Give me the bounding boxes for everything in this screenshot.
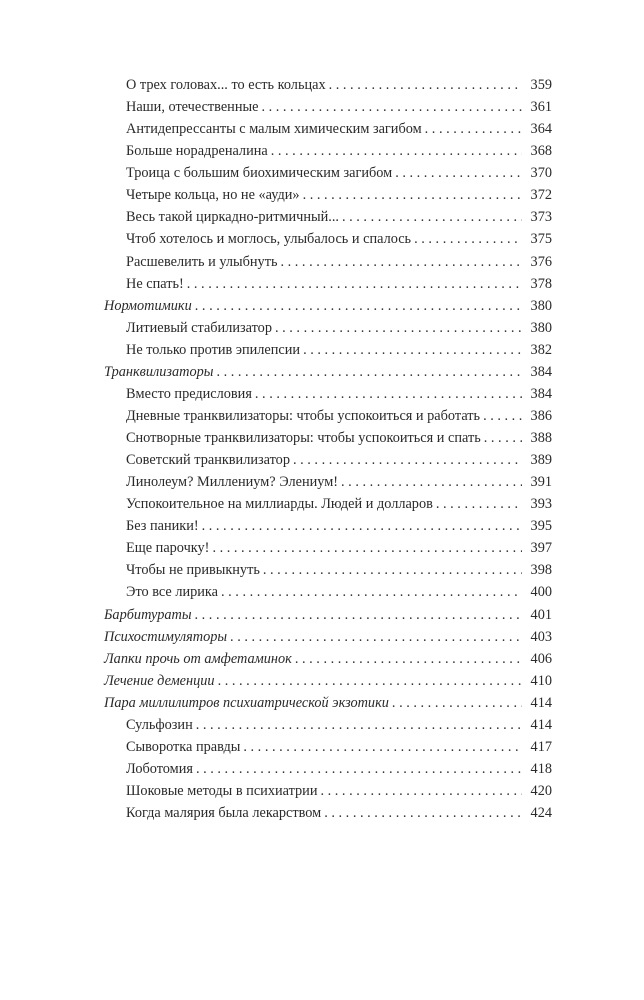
dot-leader	[342, 206, 522, 228]
toc-entry-page-number: 370	[530, 165, 552, 182]
toc-section-entry	[104, 780, 552, 802]
toc-entry-page-number: 368	[530, 143, 552, 160]
toc-section-entry	[104, 802, 552, 824]
toc-entry-title: Когда малярия была лекарством	[126, 805, 322, 822]
dot-leader	[221, 581, 522, 603]
dot-leader	[414, 228, 522, 250]
toc-chapter-entry	[104, 361, 552, 383]
toc-entry-title: Без паники!	[126, 518, 199, 535]
toc-chapter-entry	[104, 604, 552, 626]
toc-entry-page-number: 417	[530, 738, 552, 755]
toc-entry-title: Лечение деменции	[104, 672, 215, 689]
toc-section-entry	[104, 714, 552, 736]
dot-leader	[218, 670, 522, 692]
toc-entry-title: Нормотимики	[104, 297, 192, 314]
toc-entry-page-number: 410	[530, 672, 552, 689]
toc-entry-page-number: 397	[530, 540, 552, 557]
toc-section-entry	[104, 758, 552, 780]
toc-entry-title: Чтоб хотелось и моглось, улыбалось и спалось	[126, 231, 412, 248]
toc-entry-title: Транквилизаторы	[104, 363, 214, 380]
toc-section-entry	[104, 515, 552, 537]
toc-entry-page-number: 376	[530, 253, 552, 270]
dot-leader	[196, 714, 522, 736]
toc-section-entry	[104, 559, 552, 581]
dot-leader	[196, 758, 522, 780]
dot-leader	[216, 361, 522, 383]
toc-section-entry	[104, 317, 552, 339]
dot-leader	[195, 295, 522, 317]
toc-entry-page-number: 382	[530, 341, 552, 358]
toc-entry-page-number: 420	[530, 783, 552, 799]
toc-chapter-entry	[104, 670, 552, 692]
toc-entry-page-number: 373	[530, 209, 552, 226]
toc-entry-page-number: 403	[530, 628, 552, 645]
toc-entry-page-number: 378	[530, 275, 552, 292]
toc-section-entry	[104, 184, 552, 206]
dot-leader	[436, 493, 522, 515]
toc-entry-page-number: 380	[530, 319, 552, 336]
toc-entry-title: Еще парочку!	[126, 540, 210, 557]
dot-leader	[293, 449, 522, 471]
toc-entry-title: Линолеум? Миллениум? Элениум!	[126, 474, 339, 491]
dot-leader	[230, 626, 522, 648]
toc-entry-title: Антидепрессанты с малым химическим загибом	[126, 121, 422, 138]
dot-leader	[425, 118, 522, 140]
toc-entry-page-number: 418	[530, 760, 552, 777]
dot-leader	[212, 537, 522, 559]
toc-section-entry	[104, 537, 552, 559]
toc-entry-title: Троица с большим биохимическим загибом	[126, 165, 393, 182]
dot-leader	[303, 184, 522, 206]
table-of-contents	[104, 74, 552, 824]
toc-entry-title: Литиевый стабилизатор	[126, 319, 272, 336]
dot-leader	[202, 515, 522, 537]
toc-entry-title: Не спать!	[126, 275, 184, 292]
toc-section-entry	[104, 471, 552, 493]
toc-entry-page-number: 398	[530, 562, 552, 579]
toc-entry-page-number: 400	[530, 584, 552, 601]
toc-section-entry	[104, 383, 552, 405]
toc-entry-title: Дневные транквилизаторы: чтобы успокоиться и работать	[126, 407, 481, 424]
dot-leader	[303, 339, 522, 361]
toc-chapter-entry	[104, 648, 552, 670]
toc-entry-title: О трех головах... то есть кольцах	[126, 77, 326, 93]
dot-leader	[484, 427, 522, 449]
toc-entry-title: Пара миллилитров психиатрической экзотики	[104, 694, 389, 711]
dot-leader	[255, 383, 522, 405]
toc-section-entry	[104, 251, 552, 273]
toc-entry-title: Не только против эпилепсии	[126, 341, 301, 358]
dot-leader	[329, 74, 522, 96]
toc-entry-page-number: 372	[530, 187, 552, 204]
toc-entry-title: Лоботомия	[126, 760, 193, 777]
toc-entry-page-number: 361	[530, 99, 552, 116]
toc-entry-title: Это все лирика	[126, 584, 218, 601]
toc-section-entry	[104, 493, 552, 515]
toc-section-entry	[104, 581, 552, 603]
toc-entry-title: Четыре кольца, но не «ауди»	[126, 187, 300, 204]
toc-entry-page-number: 364	[530, 121, 552, 138]
dot-leader	[275, 317, 522, 339]
dot-leader	[392, 692, 522, 714]
dot-leader	[261, 96, 522, 118]
dot-leader	[263, 559, 522, 581]
toc-entry-title: Наши, отечественные	[126, 99, 259, 116]
toc-entry-page-number: 359	[530, 77, 552, 93]
toc-entry-page-number: 395	[530, 518, 552, 535]
toc-entry-page-number: 384	[530, 363, 552, 380]
toc-section-entry	[104, 96, 552, 118]
toc-entry-page-number: 393	[530, 496, 552, 513]
toc-entry-page-number: 384	[530, 385, 552, 402]
toc-section-entry	[104, 339, 552, 361]
toc-section-entry	[104, 405, 552, 427]
dot-leader	[243, 736, 522, 758]
toc-chapter-entry	[104, 626, 552, 648]
toc-entry-title: Вместо предисловия	[126, 385, 252, 402]
dot-leader	[271, 140, 522, 162]
toc-chapter-entry	[104, 295, 552, 317]
dot-leader	[320, 780, 522, 802]
toc-entry-title: Успокоительное на миллиарды. Людей и долларов	[126, 496, 433, 513]
dot-leader	[187, 273, 522, 295]
dot-leader	[395, 162, 522, 184]
toc-entry-page-number: 386	[530, 407, 552, 424]
toc-entry-title: Барбитураты	[104, 606, 192, 623]
toc-entry-page-number: 414	[530, 716, 552, 733]
toc-entry-title: Расшевелить и улыбнуть	[126, 253, 278, 270]
toc-section-entry	[104, 118, 552, 140]
toc-entry-page-number: 375	[530, 231, 552, 248]
dot-leader	[295, 648, 522, 670]
toc-entry-title: Сульфозин	[126, 716, 193, 733]
toc-entry-title: Шоковые методы в психиатрии	[126, 783, 318, 799]
toc-section-entry	[104, 449, 552, 471]
toc-section-entry	[104, 427, 552, 449]
toc-entry-title: Сыворотка правды	[126, 738, 241, 755]
toc-entry-title: Лапки прочь от амфетаминок	[104, 650, 292, 667]
toc-entry-page-number: 414	[530, 694, 552, 711]
toc-entry-title: Советский транквилизатор	[126, 452, 290, 469]
toc-entry-title: Весь такой циркадно-ритмичный...	[126, 209, 339, 226]
toc-entry-page-number: 391	[530, 474, 552, 491]
toc-section-entry	[104, 74, 552, 96]
toc-section-entry	[104, 228, 552, 250]
toc-entry-title: Снотворные транквилизаторы: чтобы успокоиться и спать	[126, 430, 481, 446]
toc-entry-page-number: 406	[530, 650, 552, 667]
toc-entry-title: Психостимуляторы	[104, 628, 228, 645]
dot-leader	[324, 802, 522, 824]
toc-entry-title: Чтобы не привыкнуть	[126, 562, 260, 579]
toc-entry-page-number: 380	[530, 297, 552, 314]
toc-entry-page-number: 388	[530, 430, 552, 446]
dot-leader	[280, 251, 522, 273]
dot-leader	[341, 471, 522, 493]
toc-entry-page-number: 389	[530, 452, 552, 469]
toc-section-entry	[104, 162, 552, 184]
toc-entry-page-number: 424	[530, 805, 552, 822]
toc-section-entry	[104, 206, 552, 228]
toc-section-entry	[104, 140, 552, 162]
toc-entry-title: Больше норадреналина	[126, 143, 268, 160]
toc-section-entry	[104, 736, 552, 758]
toc-entry-page-number: 401	[530, 606, 552, 623]
toc-chapter-entry	[104, 692, 552, 714]
dot-leader	[195, 604, 523, 626]
dot-leader	[483, 405, 522, 427]
toc-section-entry	[104, 273, 552, 295]
